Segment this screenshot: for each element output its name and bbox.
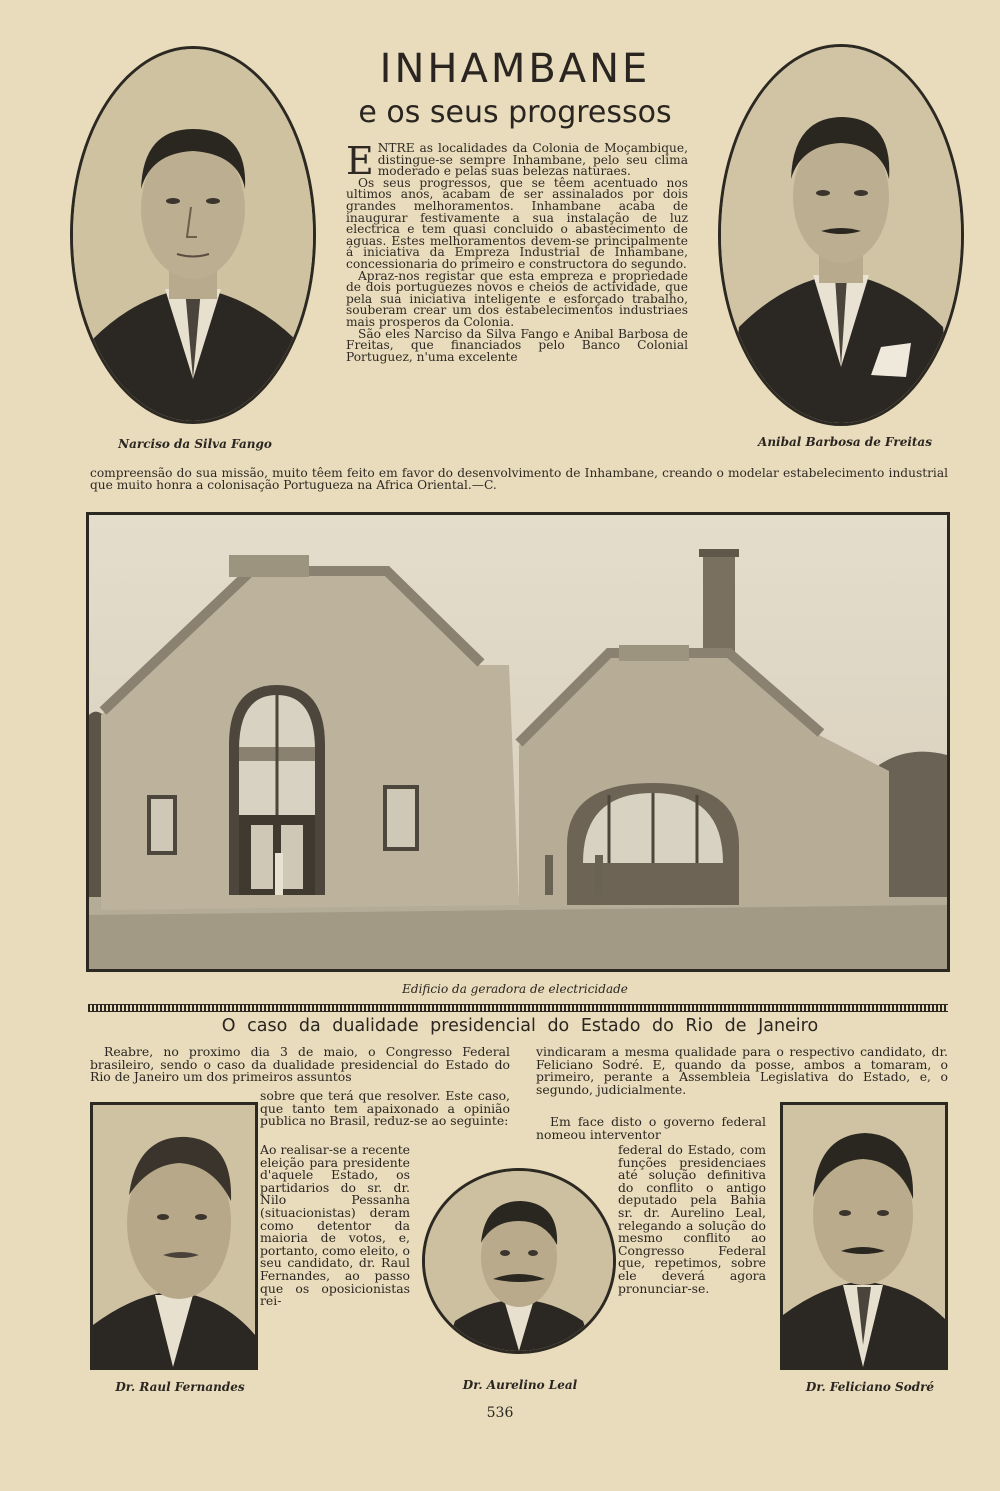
paragraph-2: Os seus progressos, que se têem acentuado nos ultimos anos, acabam de ser assinalados por dois grandes melhoramentos. Inhambane acaba de inaugurar festivamente a sua instalação de luz electrica e tem quasi concluido o abastecimento de aguas. Estes melhoramentos devem-se principalmente á iniciativa da Empreza Industrial de Inhambane, concessionaria do primeiro e constructora do segundo.	[346, 175, 688, 271]
section-divider	[88, 1004, 948, 1012]
article2-left-narrow: Ao realisar-se a recente eleição para presidente d'aquele Estado, os partidarios do sr. dr. Nilo Pessanha (situacionistas) deram como detentor da maioria de votos, e, portanto, como eleito, o seu candidato, dr. Raul Fernandes, ao passo que os oposicionistas rei-	[260, 1142, 410, 1309]
paragraph-3: Apraz-nos registar que esta empreza e propriedade de dois portuguezes novos e cheios de actividade, que pela sua iniciativa inteligente e esforçado trabalho, souberam crear um dos estabelecimentos industriaes mais prosperos da Colonia.	[346, 268, 688, 329]
article2-right-intro: vindicaram a mesma qualidade para o respectivo candidato, dr. Feliciano Sodré. E, quando da posse, ambos a tomaram, o primeiro, perante a Assembleia Legislativa do Estado, e, o segundo, judicialmente.	[536, 1044, 948, 1097]
caption-aurelino-leal: Dr. Aurelino Leal	[462, 1378, 578, 1392]
caption-feliciano-sodre: Dr. Feliciano Sodré	[805, 1380, 935, 1394]
drop-cap: E	[346, 139, 374, 183]
caption-raul-fernandes: Dr. Raul Fernandes	[115, 1380, 245, 1394]
article2-left-mid: sobre que terá que resolver. Este caso, que tanto tem apaixonado a opinião publica no Brasil, reduz-se ao seguinte:	[260, 1088, 510, 1129]
article-body	[346, 139, 688, 364]
portrait-narciso	[70, 46, 316, 424]
caption-anibal: Anibal Barbosa de Freitas	[758, 435, 932, 449]
portrait-feliciano-sodre	[780, 1102, 948, 1370]
article2-left-intro: Reabre, no proximo dia 3 de maio, o Congresso Federal brasileiro, sendo o caso da dualidade presidencial do Estado do Rio de Janeiro um dos primeiros assuntos	[90, 1044, 510, 1085]
caption-narciso: Narciso da Silva Fango	[118, 437, 272, 451]
caption-factory: Edificio da geradora de electricidade	[402, 982, 628, 996]
article2-right-narrow: federal do Estado, com funções presidenciaes até solução definitiva do conflito o antigo deputado pela Bahia sr. dr. Aurelino Leal, relegando a solução do mesmo conflito ao Congresso Federal que, repetimos, sobre ele deverá agora pronunciar-se.	[618, 1142, 766, 1296]
paragraph-4: São eles Narciso da Silva Fango e Anibal Barbosa de Freitas, que financiados pelo Banco Colonial Portuguez, n'uma excelente	[346, 326, 688, 364]
portrait-aurelino-leal	[422, 1168, 616, 1354]
article-body-continuation: compreensão do sua missão, muito têem feito em favor do desenvolvimento de Inhambane, creando o modelar estabelecimento industrial que muito honra a colonisação Portugueza na Africa Oriental.—C.	[90, 466, 948, 492]
article2-right-mid: Em face disto o governo federal nomeou interventor	[536, 1114, 766, 1142]
factory-photo	[86, 512, 950, 972]
page-number: 536	[486, 1405, 514, 1421]
paragraph-1: NTRE as localidades da Colonia de Moçambique, distingue-se sempre Inhambane, pelo seu clima moderado e pelas suas belezas naturaes.	[377, 141, 688, 179]
portrait-raul-fernandes	[90, 1102, 258, 1370]
portrait-anibal	[718, 44, 964, 426]
article-subtitle: e os seus progressos	[358, 95, 672, 130]
article-title: INHAMBANE	[379, 46, 651, 92]
article2-title: O caso da dualidade presidencial do Estado do Rio de Janeiro	[221, 1016, 819, 1036]
